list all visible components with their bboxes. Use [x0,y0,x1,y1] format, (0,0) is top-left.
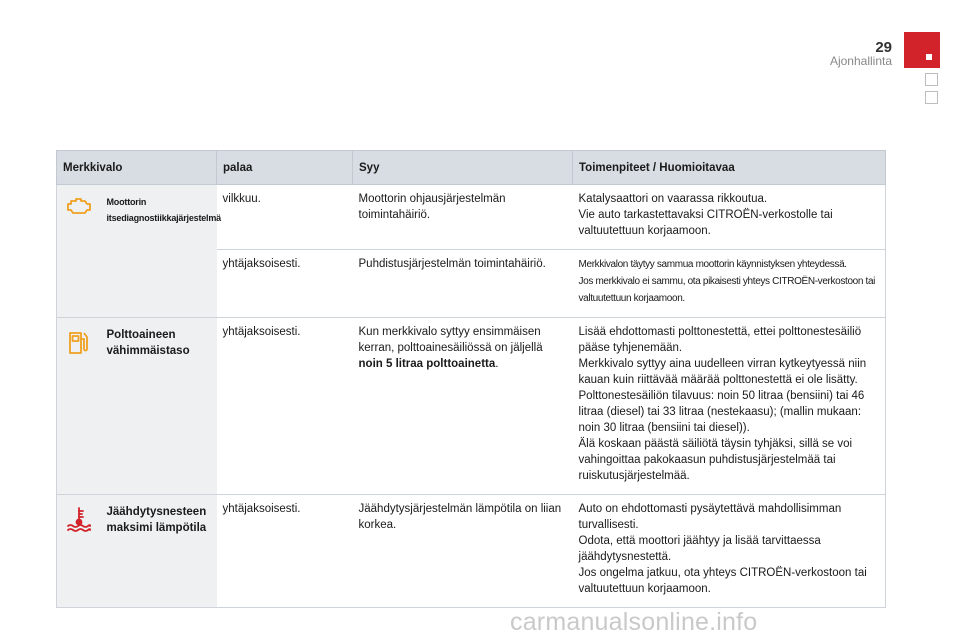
warning-name: Jäähdytysnesteen maksimi lämpötila [101,495,217,608]
action-cell: Auto on ehdottomasti pysäytettävä mahdollisimman turvallisesti. Odota, että moottori jäähtyy ja lisää tarvittaessa jäähdytysnestettä. Jos ongelma jatkuu, ota yhteys CITROËN-verkostoon tai valtuutettuun korjaamoon. [573,495,886,608]
watermark: carmanualsonline.info [510,608,758,636]
cause-bold-text: noin 5 litraa polttoainetta [358,358,496,370]
section-title: Ajonhallinta [829,54,892,68]
cause-cell: Moottorin ohjausjärjestelmän toimintahäiriö. [353,185,573,250]
state-cell: vilkkuu. [217,185,353,250]
fuel-pump-icon [67,328,91,356]
chapter-tab-empty-2 [925,91,938,104]
action-cell: Lisää ehdottomasti polttonestettä, ettei polttonestesäiliö pääse tyhjenemään. Merkkivalo syttyy aina uudelleen virran kytkeytyessä niin kauan kuin riittävää määrää polttonestettä ei ole lisätty. Polttonestesäiliön tilavuus: noin 50 litraa (bensiini) tai 46 litraa (diesel) tai 33 litraa (nestekaasu); (mallin mukaan: noin 30 litraa (bensiini tai diesel)). Älä koskaan päästä säiliötä täysin tyhjäksi, sillä se voi vahingoittaa pakokaasun puhdistusjärjestelmää tai ruiskutusjärjestelmää. [573,318,886,495]
column-header-cause: Syy [353,151,573,185]
warning-lights-table-container [56,150,885,608]
tab-marker [926,54,932,60]
table-row [57,318,886,495]
action-cell [573,250,886,318]
cause-end: . [495,358,499,370]
column-header-action: Toimenpiteet / Huomioitavaa [573,151,886,185]
cause-cell: Puhdistusjärjestelmän toimintahäiriö. [353,250,573,318]
coolant-icon-cell [57,495,101,608]
engine-icon-cell [57,185,101,318]
chapter-tab [904,32,940,68]
cause-text: Kun merkkivalo syttyy ensimmäisen kerran, polttoainesäiliössä on jäljellä [358,326,543,354]
warning-name: Polttoaineen vähimmäistaso [101,318,217,495]
fuel-icon-cell [57,318,101,495]
action-note: Merkkivalon täytyy sammua moottorin käynnistyksen yhteydessä. Jos merkkivalo ei sammu, ota pikaisesti yhteys CITROËN-verkostoon tai valtuutettuun korjaamoon. [578,259,876,304]
cause-cell: Jäähdytysjärjestelmän lämpötila on liian korkea. [353,495,573,608]
chapter-tab-empty-1 [925,73,938,86]
table-row [57,185,886,250]
column-header-state: palaa [217,151,353,185]
coolant-temperature-icon [65,505,93,533]
state-cell: yhtäjaksoisesti. [217,318,353,495]
table-header-row [57,151,886,185]
engine-warning-icon [66,195,92,215]
page-number: 29 [875,39,892,56]
state-cell: yhtäjaksoisesti. [217,495,353,608]
warning-name-cell [101,185,221,318]
table-row [57,495,886,608]
cause-cell [353,318,573,495]
warning-name: Moottorin itsediagnostiikkajärjestelmä [106,197,221,223]
state-cell: yhtäjaksoisesti. [217,250,353,318]
column-header-warning-light: Merkkivalo [57,151,217,185]
warning-lights-table [56,150,886,608]
action-cell: Katalysaattori on vaarassa rikkoutua. Vie auto tarkastettavaksi CITROËN-verkostolle tai valtuutettuun korjaamoon. [573,185,886,250]
